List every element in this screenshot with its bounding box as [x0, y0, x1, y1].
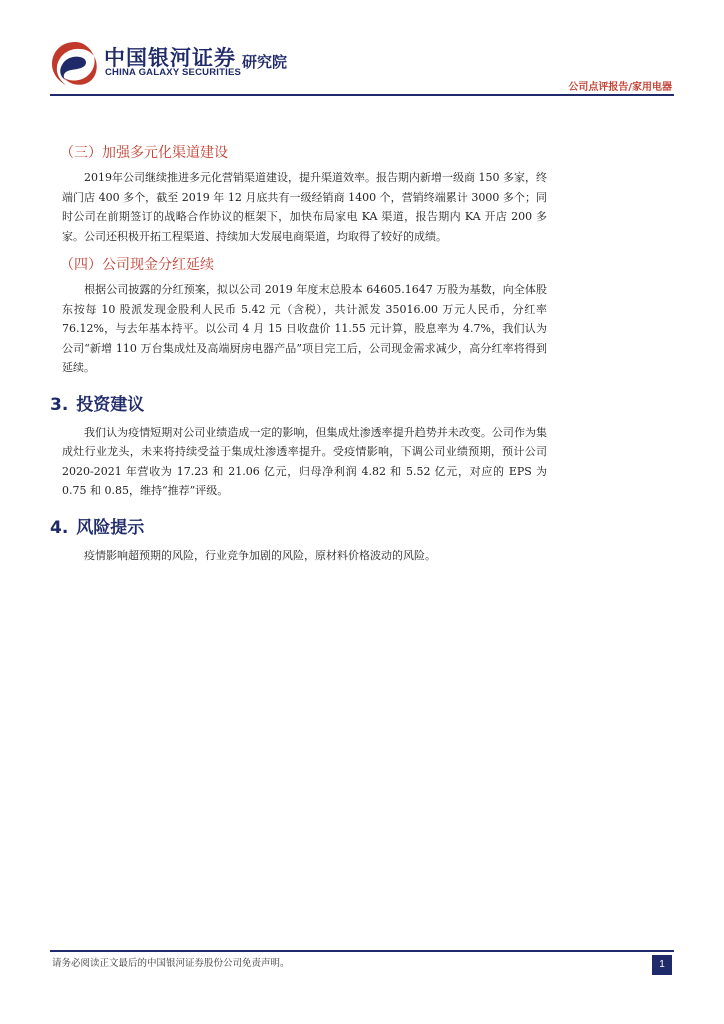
institute-label: 研究院 — [242, 53, 288, 71]
page-number: 1 — [652, 955, 672, 975]
paragraph-invest — [62, 423, 547, 501]
doc-type-label: 公司点评报告/家用电器 — [568, 82, 672, 93]
footer-divider — [50, 950, 674, 952]
paragraph-risk-text: 疫情影响超预期的风险，行业竞争加剧的风险，原材料价格波动的风险。 — [84, 548, 436, 562]
paragraph-dividend-text: 根据公司披露的分红预案，拟以公司 2019 年度末总股本 64605.1647 万股为基数，向全体股东按每 10 股派发现金股利人民币 5.42 元（含税），共计派发 35016.00 万元人民币，分红率 76.12%，与去年基本持平。以公司 4 月 15 日收盘价 11.55 元计算，股息率为 4.7%，我们认为公司“新增 110 万台集成灶及高端厨房电器产品”项目完工后，公司现金需求减少，高分红率将得到延续。 — [62, 283, 547, 374]
paragraph-invest-text: 我们认为疫情短期对公司业绩造成一定的影响，但集成灶渗透率提升趋势并未改变。公司作为集成灶行业龙头，未来将持续受益于集成灶渗透率提升。受疫情影响，下调公司业绩预期，预计公司 2020-2021 年营收为 17.23 和 21.06 亿元，归母净利润 4.82 和 5.52 亿元，对应的 EPS 为 0.75 和 0.85，维持“推荐”评级。 — [62, 425, 547, 497]
section-title-text: 风险提示 — [76, 517, 145, 538]
paragraph-channels-text: 2019年公司继续推进多元化营销渠道建设，提升渠道效率。报告期内新增一级商 150 多家，终端门店 400 多个，截至 2019 年 12 月底共有一级经销商 1400 个，营销终端累计 3000 多个；同时公司在前期签订的战略合作协议的框架下，加快布局家电 KA 渠道，报告期内 KA 开店 200 多家。公司还积极开拓工程渠道、持续加大发展电商渠道，均取得了较好的成绩。 — [62, 171, 547, 243]
section-number: 4. — [50, 517, 69, 538]
galaxy-logo-icon — [50, 40, 100, 88]
paragraph-channels — [62, 168, 547, 246]
section-title-text: 投资建议 — [76, 394, 145, 415]
paragraph-dividend — [62, 280, 547, 378]
brand-name-en: CHINA GALAXY SECURITIES — [105, 67, 242, 78]
disclaimer-note: 请务必阅读正文最后的中国银河证券股份公司免责声明。 — [52, 958, 290, 969]
section-number: 3. — [50, 394, 69, 415]
subsection-title-channels: （三）加强多元化渠道建设 — [60, 145, 228, 161]
brand-name-cn: 中国银河证券 — [104, 46, 236, 70]
paragraph-risk — [62, 546, 547, 566]
report-body — [50, 142, 547, 565]
subsection-title-dividend: （四）公司现金分红延续 — [60, 257, 214, 273]
section-title-invest — [50, 390, 547, 415]
section-title-risk — [50, 513, 547, 538]
header-divider — [50, 94, 674, 96]
